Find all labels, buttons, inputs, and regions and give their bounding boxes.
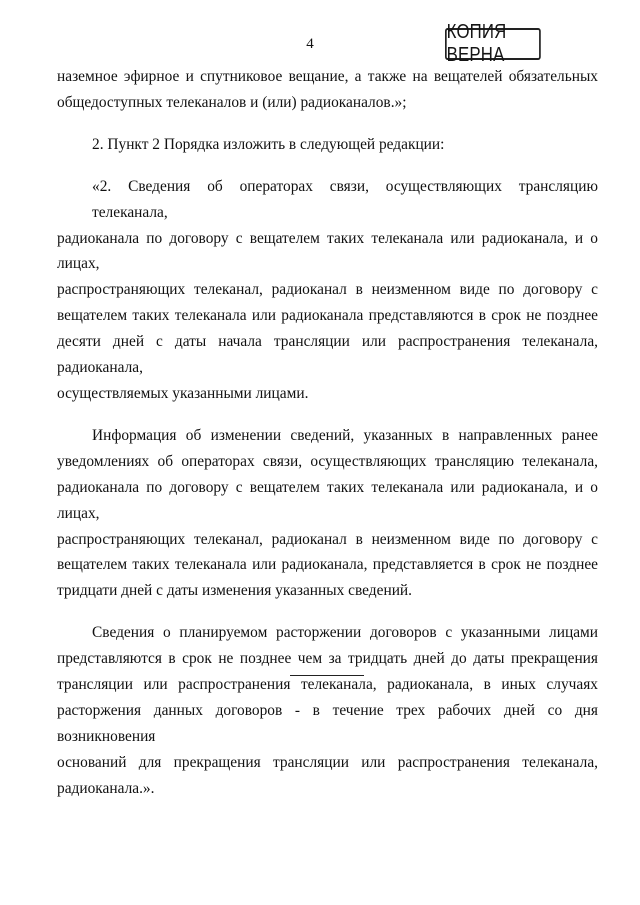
text-line: уведомлениях об операторах связи, осуществляющих трансляцию телеканала,: [57, 452, 598, 470]
text-line: радиоканала.».: [57, 779, 155, 797]
text-line: наземное эфирное и спутниковое вещание, а также на вещателей обязательных: [57, 68, 598, 85]
text-line: трансляции или распространения телеканала, радиоканала, в иных случаях: [57, 676, 598, 694]
text-line: вещателем таких телеканала или радиоканала представляются в срок не позднее: [57, 307, 598, 325]
text-line: «2. Сведения об операторах связи, осуществляющих трансляцию телеканала,: [92, 177, 598, 221]
text-line: осуществляемых указанными лицами.: [57, 384, 309, 402]
paragraph-information-change: [57, 423, 598, 604]
text-line: вещателем таких телеканала или радиоканала, представляется в срок не позднее: [57, 556, 598, 574]
document-body: [57, 64, 598, 802]
text-line: 2. Пункт 2 Порядка изложить в следующей редакции:: [92, 135, 445, 153]
text-line: оснований для прекращения трансляции или распространения телеканала,: [57, 753, 598, 771]
paragraph-contract-termination: [57, 620, 598, 801]
text-line: представляются в срок не позднее чем за тридцать дней до даты прекращения: [57, 650, 598, 668]
text-line: Сведения о планируемом расторжении договоров с указанными лицами: [92, 624, 598, 642]
text-line: расторжения данных договоров - в течение трех рабочих дней со дня возникновения: [57, 701, 598, 745]
text-line: Информация об изменении сведений, указанных в направленных ранее: [92, 426, 598, 444]
text-line: радиоканала по договору с вещателем таких телеканала или радиоканала, и о лицах,: [57, 478, 598, 522]
text-line: радиоканала по договору с вещателем таких телеканала или радиоканала, и о лицах,: [57, 229, 598, 273]
page-number: 4: [306, 36, 314, 52]
copy-certified-stamp: КОПИЯ ВЕРНА: [445, 28, 541, 60]
text-line: общедоступных телеканалов и (или) радиоканалов.»;: [57, 93, 407, 111]
text-line: распространяющих телеканал, радиоканал в неизменном виде по договору с: [57, 530, 598, 548]
text-line: тридцати дней с даты изменения указанных сведений.: [57, 582, 413, 600]
paragraph-quoted-point-2: [57, 174, 598, 407]
paragraph-continuation: [57, 64, 598, 116]
text-line: распространяющих телеканал, радиоканал в неизменном виде по договору с: [57, 281, 598, 299]
paragraph-amendment-item: [57, 132, 598, 158]
document-end-rule: [290, 675, 364, 676]
text-line: десяти дней с даты начала трансляции или распространения телеканала, радиоканала,: [57, 333, 598, 377]
